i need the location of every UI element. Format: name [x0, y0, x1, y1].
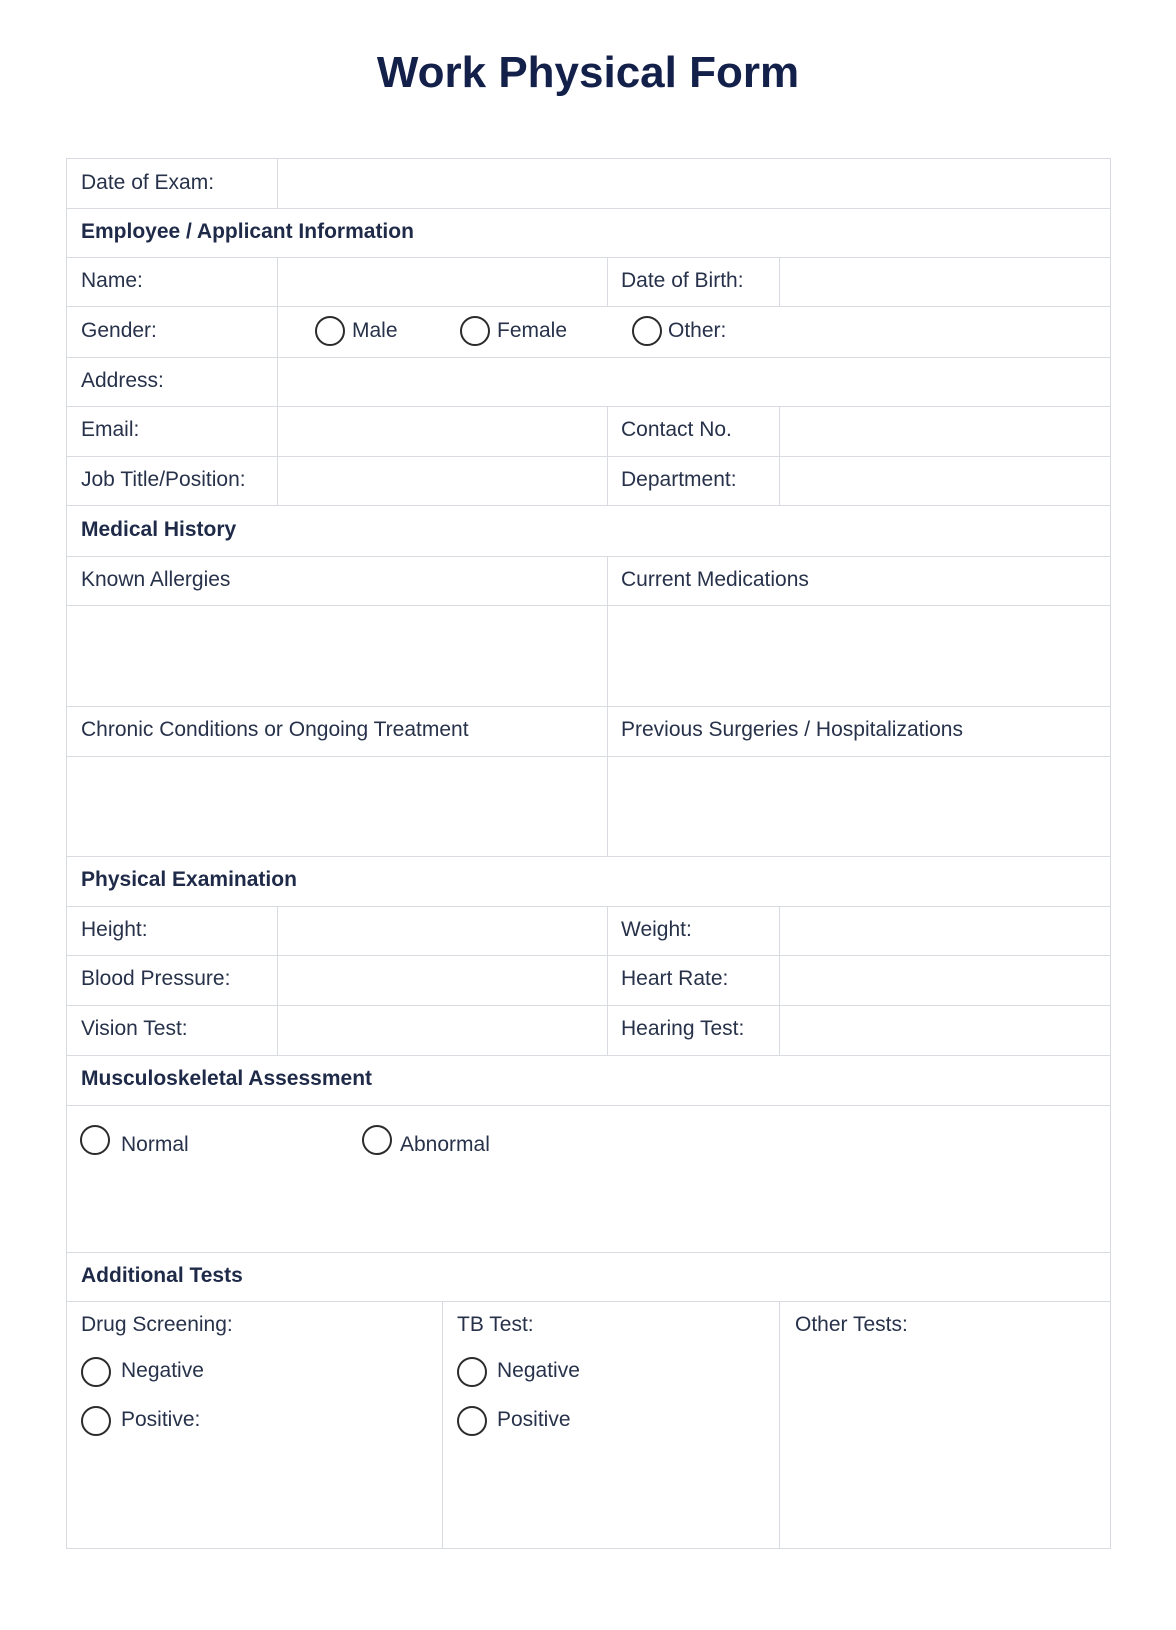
- page-title: Work Physical Form: [376, 48, 800, 97]
- weight-field[interactable]: [780, 907, 1109, 954]
- gender-other-field[interactable]: [747, 309, 1109, 354]
- address-field[interactable]: [278, 358, 1109, 405]
- musculoskeletal-heading: Musculoskeletal Assessment: [81, 1067, 373, 1090]
- msk-abnormal-label: Abnormal: [400, 1133, 490, 1156]
- physical-exam-heading: Physical Examination: [81, 868, 297, 891]
- gender-female-label: Female: [497, 319, 568, 342]
- row-divider: [67, 706, 1110, 707]
- drug-positive-radio[interactable]: [81, 1406, 111, 1436]
- row-divider: [67, 1252, 1110, 1253]
- tb-test-label: TB Test:: [457, 1313, 534, 1336]
- heart-rate-field[interactable]: [780, 956, 1109, 1004]
- height-field[interactable]: [278, 907, 606, 954]
- allergies-label: Known Allergies: [81, 568, 231, 591]
- tb-negative-label: Negative: [497, 1359, 580, 1382]
- surgeries-label: Previous Surgeries / Hospitalizations: [621, 718, 963, 741]
- drug-negative-radio[interactable]: [81, 1357, 111, 1387]
- msk-normal-label: Normal: [121, 1133, 189, 1156]
- column-divider: [607, 906, 608, 1055]
- hearing-test-label: Hearing Test:: [621, 1017, 745, 1040]
- row-divider: [67, 856, 1110, 857]
- gender-other-radio[interactable]: [632, 316, 662, 346]
- job-title-label: Job Title/Position:: [81, 468, 246, 491]
- drug-screening-label: Drug Screening:: [81, 1313, 233, 1336]
- dob-field[interactable]: [780, 258, 1109, 305]
- gender-female-radio[interactable]: [460, 316, 490, 346]
- blood-pressure-field[interactable]: [278, 956, 606, 1004]
- row-divider: [67, 1301, 1110, 1302]
- allergies-field[interactable]: [68, 606, 606, 705]
- weight-label: Weight:: [621, 918, 692, 941]
- date-of-exam-field[interactable]: [278, 160, 1109, 207]
- other-tests-label: Other Tests:: [795, 1313, 908, 1336]
- row-divider: [67, 1055, 1110, 1056]
- other-tests-field[interactable]: [780, 1344, 1109, 1548]
- row-divider: [67, 306, 1110, 307]
- msk-abnormal-radio[interactable]: [362, 1125, 392, 1155]
- row-divider: [67, 556, 1110, 557]
- column-divider: [442, 1301, 443, 1549]
- name-field[interactable]: [278, 258, 606, 305]
- dob-label: Date of Birth:: [621, 269, 744, 292]
- column-divider: [607, 257, 608, 306]
- address-label: Address:: [81, 369, 164, 392]
- gender-label: Gender:: [81, 319, 157, 342]
- tb-positive-label: Positive: [497, 1408, 571, 1431]
- drug-positive-label: Positive:: [121, 1408, 201, 1431]
- department-field[interactable]: [780, 457, 1109, 504]
- contact-field[interactable]: [780, 407, 1109, 455]
- hearing-test-field[interactable]: [780, 1006, 1109, 1054]
- gender-male-radio[interactable]: [315, 316, 345, 346]
- medications-label: Current Medications: [621, 568, 809, 591]
- employee-section-heading: Employee / Applicant Information: [81, 220, 414, 243]
- chronic-conditions-label: Chronic Conditions or Ongoing Treatment: [81, 718, 469, 741]
- vision-test-label: Vision Test:: [81, 1017, 188, 1040]
- drug-negative-label: Negative: [121, 1359, 204, 1382]
- row-divider: [67, 1105, 1110, 1106]
- date-of-exam-label: Date of Exam:: [81, 171, 215, 194]
- contact-label: Contact No.: [621, 418, 732, 441]
- job-title-field[interactable]: [278, 457, 606, 504]
- medications-field[interactable]: [608, 606, 1109, 705]
- msk-normal-radio[interactable]: [80, 1125, 110, 1155]
- column-divider: [607, 406, 608, 506]
- blood-pressure-label: Blood Pressure:: [81, 967, 231, 990]
- surgeries-field[interactable]: [608, 757, 1109, 855]
- height-label: Height:: [81, 918, 148, 941]
- chronic-conditions-field[interactable]: [68, 757, 606, 855]
- email-label: Email:: [81, 418, 140, 441]
- email-field[interactable]: [278, 407, 606, 455]
- vision-test-field[interactable]: [278, 1006, 606, 1054]
- row-divider: [67, 208, 1110, 209]
- row-divider: [67, 505, 1110, 506]
- gender-other-label: Other:: [668, 319, 727, 342]
- name-label: Name:: [81, 269, 143, 292]
- gender-male-label: Male: [352, 319, 398, 342]
- department-label: Department:: [621, 468, 737, 491]
- medical-history-heading: Medical History: [81, 518, 237, 541]
- tb-positive-radio[interactable]: [457, 1406, 487, 1436]
- physical-form: [66, 158, 1111, 1549]
- additional-tests-heading: Additional Tests: [81, 1264, 243, 1287]
- heart-rate-label: Heart Rate:: [621, 967, 729, 990]
- tb-negative-radio[interactable]: [457, 1357, 487, 1387]
